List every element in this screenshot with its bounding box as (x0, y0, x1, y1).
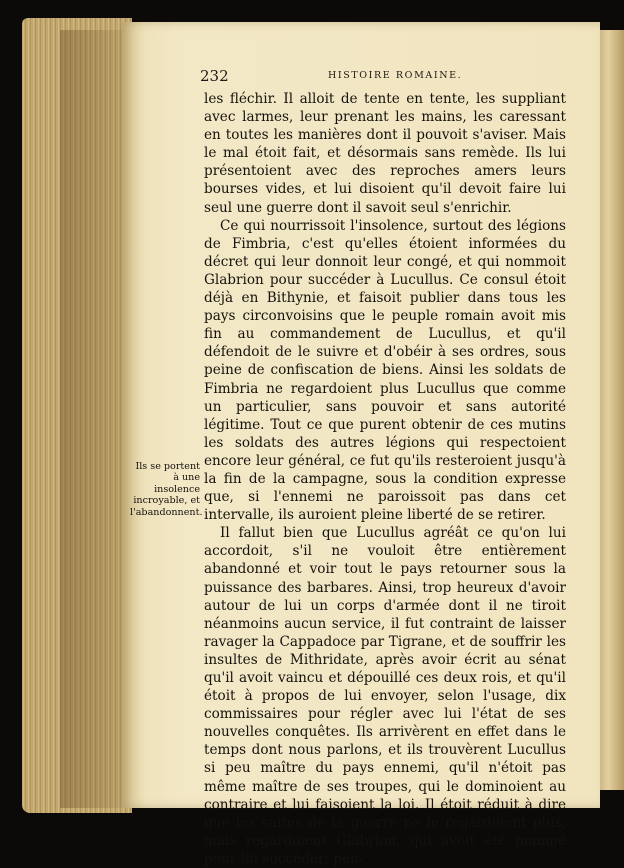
paragraph-2: Ce qui nourrissoit l'insolence, surtout des légions de Fimbria, c'est qu'elles étoient informées du décret qui leur donnoit leur congé, et qui nommoit Glabrion pour succéder à Lucullus. Ce consul étoit déjà en Bithynie, et faisoit publier dans tous les pays circonvoisins que le peuple romain avoit mis fin au commandement de Lucullus, et qu'il défendoit de le suivre et d'obéir à ses ordres, sous peine de confiscation de biens. Ainsi les soldats de Fimbria ne regardoient plus Lucullus que comme un particulier, sans pouvoir et sans autorité légitime. Tout ce que purent obtenir de ces mutins les soldats des autres légions qui respectoient encore leur général, ce fut qu'ils resteroient jusqu'à la fin de la campagne, sous la condition expresse que, si l'ennemi ne paroissoit pas dans cet intervalle, ils auroient pleine liberté de se retirer. (204, 217, 566, 524)
facing-page-edge (598, 30, 624, 790)
margin-note: Ils se portent à une insolence incroyable, et l'abandonnent. (130, 461, 203, 518)
running-title: HISTOIRE ROMAINE. (328, 70, 463, 81)
paragraph-3: Il fallut bien que Lucullus agréât ce qu'on lui accordoit, s'il ne vouloit être entièrement abandonné et voir tout le pays retourner sous la puissance des barbares. Ainsi, trop heureux d'avoir autour de lui un corps d'armée dont il ne tiroit néanmoins aucun service, il fut contraint de laisser ravager la Cappadoce par Tigrane, et de souffrir les insultes de Mithridate, après avoir écrit au sénat qu'il avoit vaincu et dépouillé ces deux rois, et qu'il étoit à propos de lui envoyer, selon l'usage, dix commissaires pour régler avec lui l'état de ses nouvelles conquêtes. Ils arrivèrent en effet dans le temps dont nous parlons, et ils trouvèrent Lucullus si peu maître du pays ennemi, qu'il n'étoit pas même maître de ses troupes, qui le dominoient au contraire et lui faisoient la loi. Il étoit réduit à dire que les suites de la guerre ne le regardoient plus, mais regardoient Glabrion, qui avoit été nommé pour lui succéder; pen- (204, 525, 566, 867)
page-header (200, 67, 564, 87)
book-gutter-shadow (60, 30, 130, 808)
paragraph-1: les fléchir. Il alloit de tente en tente, les suppliant avec larmes, leur prenant les mains, les caressant en toutes les manières dont il pouvoit s'aviser. Mais le mal étoit fait, et désormais sans remède. Ils lui présentoient avec des reproches amers leurs bourses vides, et lui disoient qu'il devoit faire lui seul une guerre dont il savoit seul s'enrichir. (204, 91, 566, 216)
body-text (204, 90, 566, 868)
page-number: 232 (200, 67, 229, 85)
